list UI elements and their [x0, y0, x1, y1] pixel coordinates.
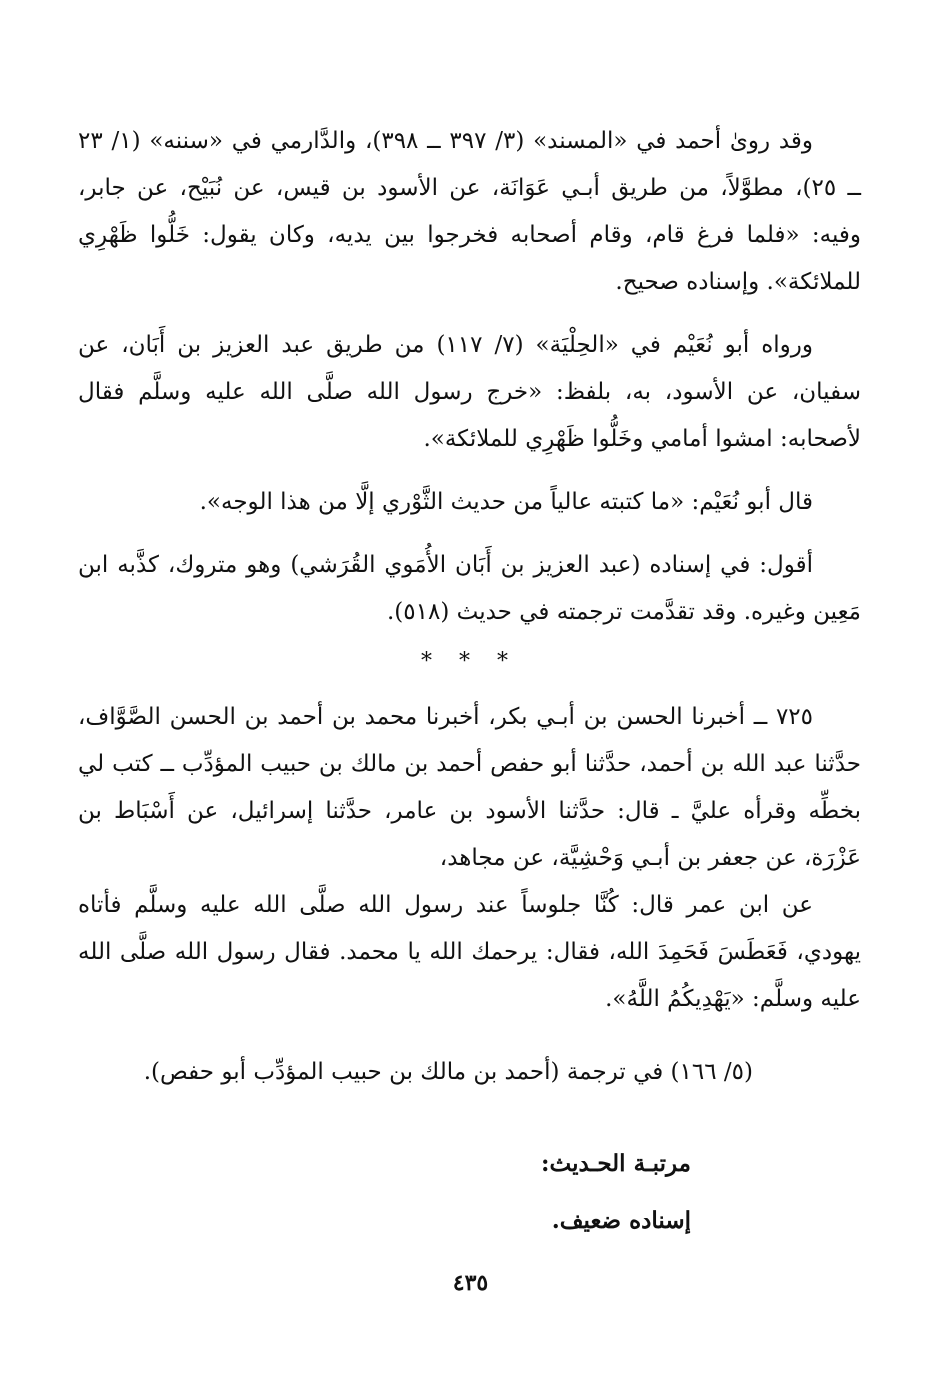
paragraph-abu-nuaym: ورواه أبو نُعَيْم في «الحِلْيَة» (٧/ ١١٧) من طريق عبد العزيز بن أَبَان، عن سفيان، عن الأسود، به، بلفظ: «خرج رسول الله صلَّى الله عليه وسلَّم فقال لأصحابه: امشوا أمامي وخَلُّوا ظَهْرِي للملائكة».	[78, 332, 861, 452]
page-number: ٤٣٥	[452, 1270, 489, 1296]
paragraph-author-comment: أقول: في إسناده (عبد العزيز بن أَبَان الأُمَوي القُرَشي) وهو متروك، كذَّبه ابن مَعِين وغيره. وقد تقدَّمت ترجمته في حديث (٥١٨).	[78, 552, 861, 625]
paragraph-hadith-725-isnad: ٧٢٥ ــ أخبرنا الحسن بن أبـي بكر، أخبرنا محمد بن أحمد بن الحسن الصَّوَّاف، حدَّثنا عبد الله بن أحمد، حدَّثنا أبو حفص أحمد بن مالك بن حبيب المؤدِّب ــ كتب لي بخطِّه وقرأه عليَّ ـ قال: حدَّثنا الأسود بن عامر، حدَّثنا إسرائيل، عن أَسْبَاط بن عَزْرَة، عن جعفر بن أبـي وَحْشِيَّة، عن مجاهد،	[78, 704, 861, 871]
paragraph-abu-nuaym-quote: قال أبو نُعَيْم: «ما كتبته عالياً من حديث الثَّوْري إلَّا من هذا الوجه».	[199, 489, 813, 515]
hadith-grade-heading: مرتبـة الحـديث:	[541, 1150, 691, 1177]
hadith-grade-value: إسناده ضعيف.	[551, 1207, 691, 1234]
paragraph-source-reference: (٥/ ١٦٦) في ترجمة (أحمد بن مالك بن حبيب المؤدِّب أبو حفص).	[143, 1059, 753, 1085]
section-separator: * * *	[421, 649, 518, 674]
page-body	[78, 118, 861, 1244]
paragraph-ahmad-darimi: وقد روىٰ أحمد في «المسند» (٣/ ٣٩٧ ــ ٣٩٨)، والدَّارمي في «سننه» (١/ ٢٣ ــ ٢٥)، مطوَّلاً، من طريق أبـي عَوَانَة، عن الأسود بن قيس، عن نُبَيْح، عن جابر، وفيه: «فلما فرغ قام، وقام أصحابه فخرجوا بين يديه، وكان يقول: خَلُّوا ظَهْرِي للملائكة». وإسناده صحيح.	[78, 128, 861, 295]
paragraph-hadith-725-matn: عن ابن عمر قال: كُنَّا جلوساً عند رسول الله صلَّى الله عليه وسلَّم فأتاه يهودي، فَعَطَسَ فَحَمِدَ الله، فقال: يرحمك الله يا محمد. فقال رسول الله صلَّى الله عليه وسلَّم: «يَهْدِيكُمُ اللَّهُ».	[78, 892, 861, 1012]
